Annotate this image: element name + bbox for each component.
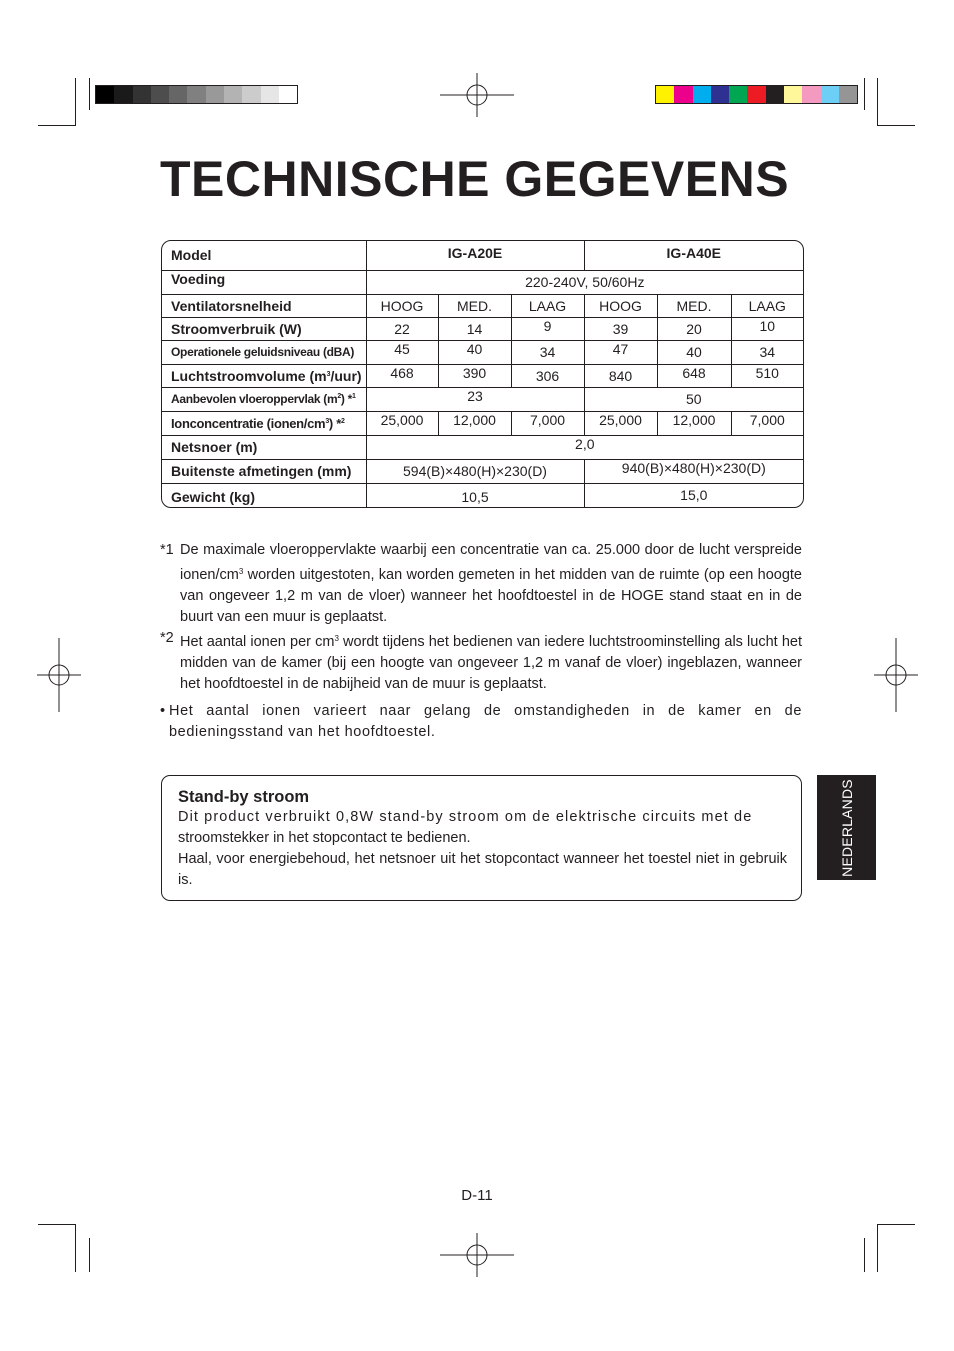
spec-table-frame: [161, 240, 804, 508]
table-cell: 14: [438, 317, 511, 340]
table-cell: HOOG: [584, 294, 657, 317]
row-label: Voeding: [162, 270, 366, 294]
standby-box: [161, 775, 802, 901]
table-row: [162, 241, 803, 270]
table-cell: LAAG: [511, 294, 584, 317]
table-cell: MED.: [657, 294, 731, 317]
gray-swatch: [151, 86, 169, 103]
table-cell: 306: [511, 364, 584, 387]
row-label: Ionconcentratie $(ionen/cm^3)$ *$^2$: [162, 411, 366, 435]
gray-swatch: [96, 86, 114, 103]
table-row: [162, 411, 803, 435]
gray-swatch: [206, 86, 224, 103]
standby-text: Haal, voor energiebehoud, het netsnoer uit het stopcontact wanneer het toestel niet in gebruik is.: [178, 851, 787, 888]
table-row: [162, 459, 803, 483]
row-label: Model: [162, 241, 366, 270]
footnote-1: [160, 540, 802, 628]
footnote-marker: *2: [160, 630, 174, 646]
language-label: NEDERLANDS: [838, 778, 855, 877]
color-swatch: [821, 86, 839, 103]
table-cell: 50: [584, 387, 803, 411]
gray-swatch: [114, 86, 132, 103]
table-cell: 510: [731, 364, 803, 387]
footnotes: [160, 540, 802, 743]
table-cell: 2,0: [366, 435, 803, 459]
table-cell: HOOG: [366, 294, 438, 317]
table-cell: 468: [366, 364, 438, 387]
table-row: [162, 435, 803, 459]
standby-text: stroomstekker in het stopcontact te bedienen.: [178, 830, 471, 846]
footnote-text: De maximale vloeroppervlakte waarbij een concentratie van ca. 25.000 door de lucht verspreide ionen/$cm^3$ worden uitgestoten, kan worden gemeten in het midden van de ruimte (op een hoogte van ongeveer 1,2 m van de vloer) wanneer het hoofdtoestel in de HOGE stand staat en in de buurt van een muur is geplaatst.: [180, 542, 802, 625]
table-cell: 25,000: [366, 411, 438, 435]
color-swatch: [729, 86, 747, 103]
table-cell: 594(B)×480(H)×230(D): [366, 459, 584, 483]
table-cell: 34: [511, 340, 584, 364]
gray-swatch: [187, 86, 205, 103]
table-cell: 12,000: [438, 411, 511, 435]
row-label: Operationele geluidsniveau (dBA): [162, 340, 366, 364]
table-cell: 7,000: [731, 411, 803, 435]
gray-swatch: [261, 86, 279, 103]
gray-swatch: [279, 86, 297, 103]
gray-swatch: [242, 86, 260, 103]
table-cell: 7,000: [511, 411, 584, 435]
table-cell: 15,0: [584, 483, 803, 508]
table-cell: 12,000: [657, 411, 731, 435]
color-swatch: [839, 86, 857, 103]
table-row: [162, 483, 803, 508]
page-number: D-11: [461, 1187, 493, 1204]
table-cell: 10,5: [366, 483, 584, 508]
table-cell: 34: [731, 340, 803, 364]
table-cell: 45: [366, 340, 438, 364]
color-swatch: [747, 86, 765, 103]
table-cell: 220-240V, 50/60Hz: [366, 270, 803, 294]
table-cell: 840: [584, 364, 657, 387]
table-cell: 940(B)×480(H)×230(D): [584, 459, 803, 483]
table-cell: 39: [584, 317, 657, 340]
table-row: [162, 294, 803, 317]
table-cell: 40: [438, 340, 511, 364]
table-row: [162, 270, 803, 294]
color-swatch: [711, 86, 729, 103]
color-swatch: [693, 86, 711, 103]
model-header: IG-A20E: [366, 241, 584, 270]
table-cell: 20: [657, 317, 731, 340]
table-cell: 25,000: [584, 411, 657, 435]
table-cell: 47: [584, 340, 657, 364]
language-tab: [817, 775, 876, 880]
grayscale-color-bar: [95, 85, 298, 104]
color-swatch: [656, 86, 674, 103]
footnote-2: [160, 628, 802, 695]
table-cell: 40: [657, 340, 731, 364]
registration-mark-icon: [440, 58, 514, 132]
row-label: Buitenste afmetingen (mm): [162, 459, 366, 483]
table-cell: 390: [438, 364, 511, 387]
table-cell: 10: [731, 317, 803, 340]
row-label: Gewicht (kg): [162, 483, 366, 508]
table-cell: MED.: [438, 294, 511, 317]
registration-mark-icon: [859, 638, 933, 712]
process-color-bar: [655, 85, 858, 104]
table-cell: 9: [511, 317, 584, 340]
row-label: Aanbevolen vloeroppervlak $(m^2)$ *$^1$: [162, 387, 366, 411]
table-row: [162, 364, 803, 387]
row-label: Luchtstroomvolume $(m^3/uur)$: [162, 364, 366, 387]
bullet-note: [160, 701, 802, 743]
color-swatch: [674, 86, 692, 103]
bullet-text: Het aantal ionen varieert naar gelang de omstandigheden in de kamer en de bedieningsstand van het hoofdtoestel.: [169, 703, 802, 740]
row-label: Ventilatorsnelheid: [162, 294, 366, 317]
table-row: [162, 387, 803, 411]
table-row: [162, 317, 803, 340]
gray-swatch: [224, 86, 242, 103]
table-cell: LAAG: [731, 294, 803, 317]
gray-swatch: [133, 86, 151, 103]
bullet-icon: •: [160, 703, 166, 719]
registration-mark-icon: [22, 638, 96, 712]
color-swatch: [784, 86, 802, 103]
gray-swatch: [169, 86, 187, 103]
row-label: Stroomverbruik (W): [162, 317, 366, 340]
color-swatch: [766, 86, 784, 103]
footnote-marker: *1: [160, 542, 174, 558]
page-title: TECHNISCHE GEGEVENS: [160, 151, 790, 207]
row-label: Netsnoer (m): [162, 435, 366, 459]
table-cell: 23: [366, 387, 584, 411]
standby-heading: Stand-by stroom: [178, 788, 310, 806]
registration-mark-icon: [440, 1218, 514, 1292]
table-cell: 22: [366, 317, 438, 340]
spec-table: [162, 241, 803, 508]
table-cell: 648: [657, 364, 731, 387]
footnote-text: Het aantal ionen per $cm^3$ wordt tijdens het bedienen van iedere luchtstroominstelling als lucht het midden van de kamer (bij een hoogte van ongeveer 1,2 m vanaf de vloer) ingeblazen, wanneer het hoofdtoestel in de nabijheid van de muur is geplaatst.: [180, 634, 802, 692]
table-row: [162, 340, 803, 364]
standby-text: Dit product verbruikt 0,8W stand-by stroom om de elektrische circuits met de: [178, 809, 753, 825]
model-header: IG-A40E: [584, 241, 803, 270]
color-swatch: [802, 86, 820, 103]
